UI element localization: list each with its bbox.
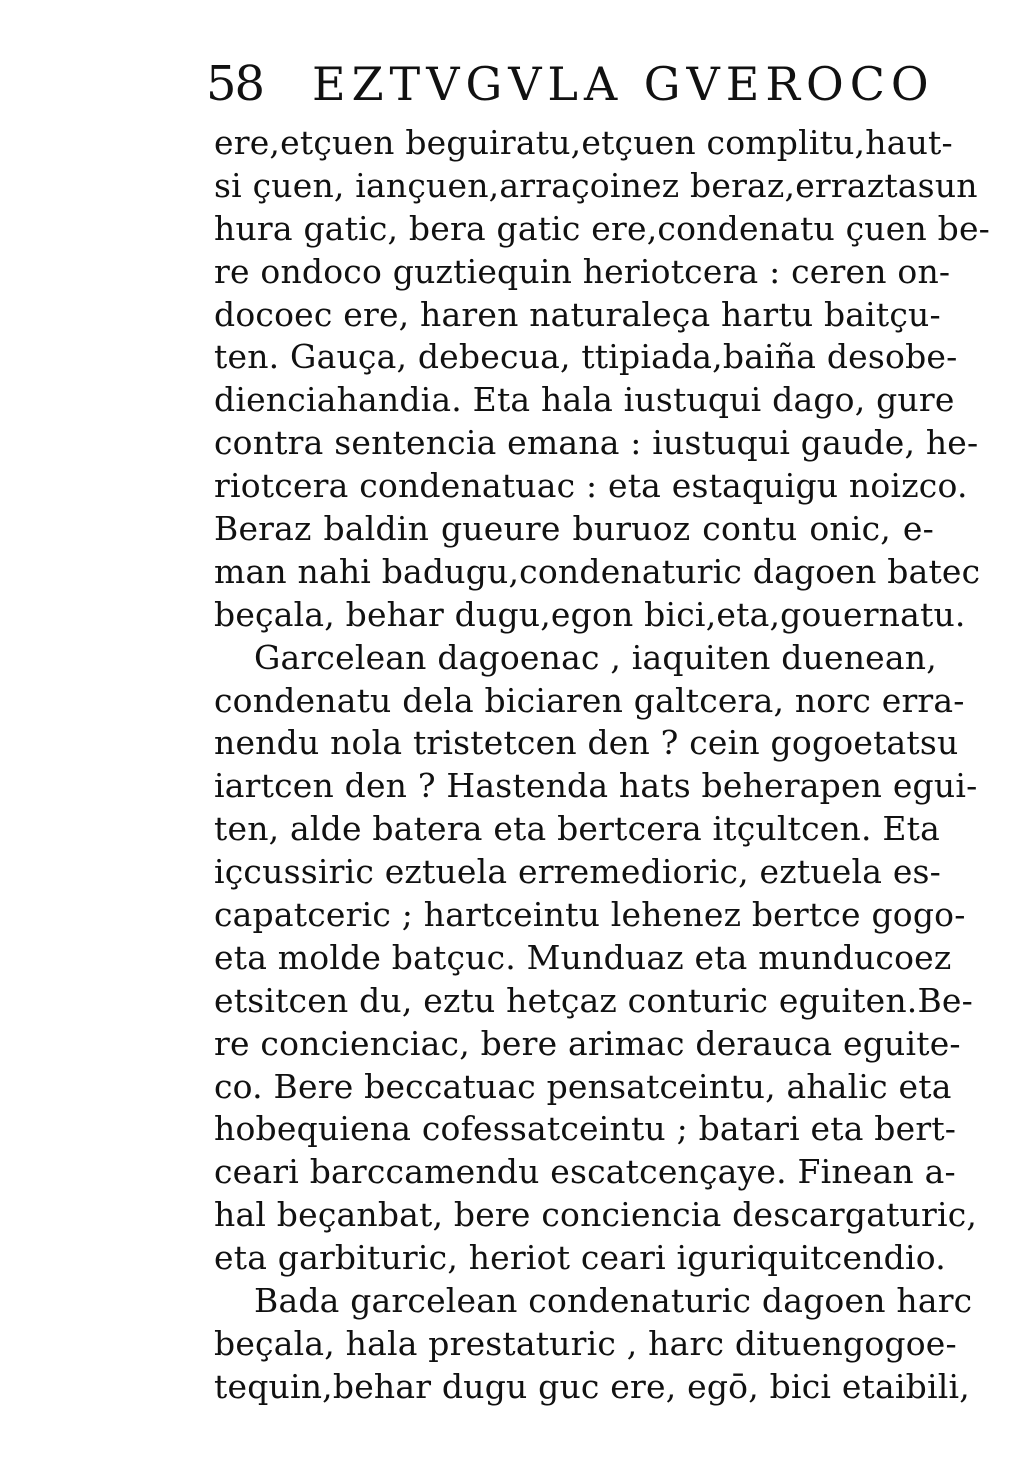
page-header — [206, 48, 966, 118]
text-line: co. Bere beccatuac pensatceintu, ahalic eta — [214, 1066, 952, 1106]
text-line: contra sentencia emana : iustuqui gaude, he- — [214, 423, 979, 463]
paragraph-start-line: Bada garcelean condenaturic dagoen harc — [254, 1281, 973, 1321]
text-line: re ondoco guztiequin heriotcera : ceren on- — [214, 251, 951, 291]
text-line: dienciahandia. Eta hala iustuqui dago, gure — [214, 380, 955, 420]
text-line: docoec ere, haren naturaleça hartu baitçu- — [214, 294, 941, 334]
text-line: condenatu dela biciaren galtcera, norc erra- — [214, 680, 965, 720]
text-line: nendu nola tristetcen den ? cein gogoetatsu — [214, 723, 959, 763]
text-line: eta molde batçuc. Munduaz eta munducoez — [214, 937, 952, 977]
text-line: iartcen den ? Hastenda hats beherapen egui- — [214, 766, 978, 806]
text-line: riotcera condenatuac : eta estaquigu noizco. — [214, 466, 968, 506]
text-line: ten. Gauça, debecua, ttipiada,baiña desobe- — [214, 337, 958, 377]
text-line: Beraz baldin gueure buruoz contu onic, e- — [214, 509, 934, 549]
body-text — [214, 122, 991, 1409]
text-line: tequin,behar dugu guc ere, egō, bici etaibili, — [214, 1366, 970, 1406]
text-line: ceari barccamendu escatcençaye. Finean a- — [214, 1152, 956, 1192]
text-line: ten, alde batera eta bertcera itçultcen. Eta — [214, 809, 940, 849]
text-line: re concienciac, bere arimac derauca eguite- — [214, 1023, 961, 1063]
text-line: capatceric ; hartceintu lehenez bertce gogo- — [214, 895, 966, 935]
text-line: hal beçanbat, bere conciencia descargaturic, — [214, 1195, 978, 1235]
text-line: ere,etçuen beguiratu,etçuen complitu,haut- — [214, 123, 953, 162]
text-line: beçala, hala prestaturic , harc dituengogoe- — [214, 1323, 957, 1363]
paragraph-end-line: beçala, behar dugu,egon bici,eta,gouernatu. — [214, 594, 966, 634]
text-line: si çuen, iançuen,arraçoinez beraz,erraztasun — [214, 165, 978, 205]
page-number: 58 — [206, 56, 264, 112]
text-line: etsitcen du, eztu hetçaz conturic eguiten.Be- — [214, 980, 973, 1020]
text-line: man nahi badugu,condenaturic dagoen batec — [214, 551, 981, 591]
text-line: hura gatic, bera gatic ere,condenatu çuen be- — [214, 208, 991, 248]
paragraph-end-line: eta garbituric, heriot ceari iguriquitcendio. — [214, 1238, 946, 1278]
paragraph-start-line: Garcelean dagoenac , iaquiten duenean, — [254, 637, 937, 677]
text-line: içcussiric eztuela erremedioric, eztuela es- — [214, 852, 942, 892]
text-line: hobequiena cofessatceintu ; batari eta bert- — [214, 1109, 957, 1149]
running-head: EZTVGVLA GVEROCO — [312, 57, 935, 111]
